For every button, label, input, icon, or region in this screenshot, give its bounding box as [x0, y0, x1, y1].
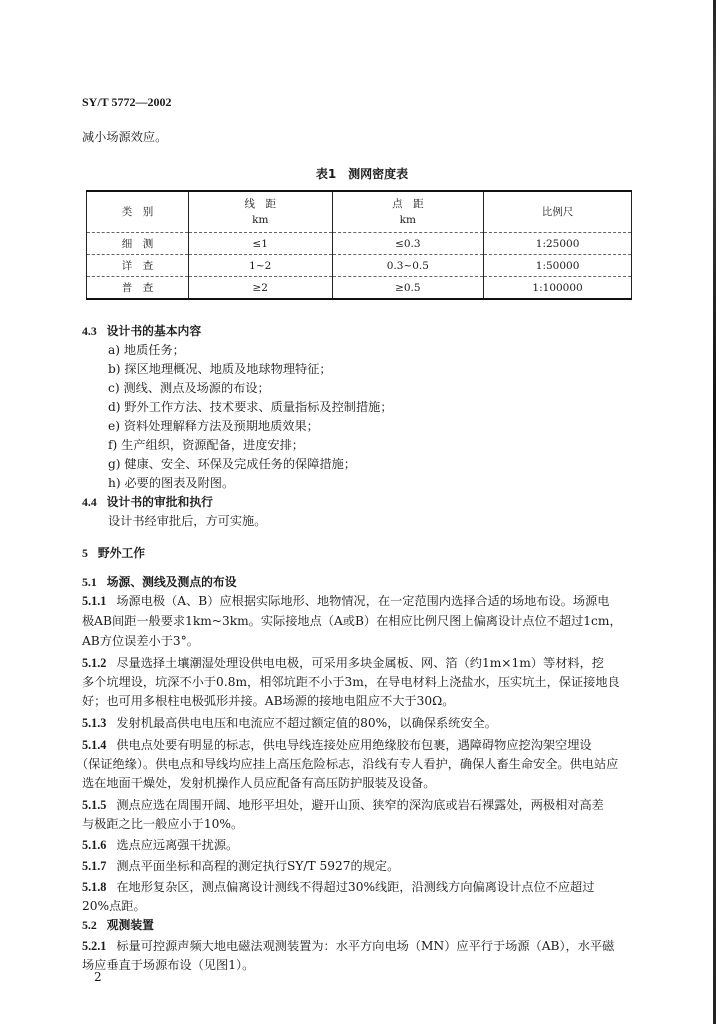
clause-line: 20%点距。	[82, 899, 146, 913]
list-item: c) 测线、测点及场源的布设；	[108, 381, 270, 395]
section-title: 野外工作	[97, 546, 146, 560]
table-cell: ≤1	[189, 233, 333, 255]
table-cell: 1:100000	[484, 277, 632, 300]
clause-text: 发射机最高供电电压和电流应不超过额定值的80%，以确保系统安全。	[116, 716, 497, 730]
section-number: 5.1	[82, 575, 97, 589]
header-category: 类 别	[87, 191, 189, 233]
clause-5-1-2	[82, 654, 604, 672]
clause-5-1-8	[82, 878, 594, 896]
clause-text: 测点应选在周围开阔、地形平坦处，避开山顶、狭窄的深沟底或岩石裸露处，两极相对高差	[116, 798, 604, 812]
clause-line: 好；也可用多根柱电极弧形并接。AB场源的接地电阻应不大于30Ω。	[82, 694, 455, 708]
list-item: g) 健康、安全、环保及完成任务的保障措施；	[108, 457, 356, 471]
page-number: 2	[94, 970, 102, 984]
clause-line: （保证绝缘）。供电点和导线均应挂上高压危险标志，沿线有专人看护，确保人畜生命安全。供电站应	[76, 757, 619, 771]
table-title: 表1 测网密度表	[315, 167, 409, 181]
clause-text: 尽量选择土壤潮湿处理设供电电极，可采用多块金属板、网、箔（约1m×1m）等材料，挖	[116, 656, 604, 670]
clause-number: 5.1.2	[82, 656, 107, 670]
clause-line: AB方位误差小于3°。	[82, 634, 199, 648]
clause-number: 5.2.1	[82, 939, 107, 953]
table-cell: 0.3~0.5	[332, 255, 484, 277]
section-title: 设计书的审批和执行	[106, 495, 213, 509]
table-cell: 1~2	[189, 255, 333, 277]
clause-5-1-1	[82, 592, 609, 610]
clause-number: 5.1.5	[82, 798, 107, 812]
clause-5-1-3	[82, 714, 497, 732]
section-5-1-heading	[82, 573, 237, 591]
clause-number: 5.1.7	[82, 859, 107, 873]
section-title: 设计书的基本内容	[106, 324, 202, 338]
clause-5-1-4	[82, 736, 592, 754]
clause-text: 标量可控源声频大地电磁法观测装置为：水平方向电场（MN）应平行于场源（AB），水平磁	[116, 939, 615, 953]
table-cell: ≥2	[189, 277, 333, 300]
clause-5-1-6	[82, 836, 238, 854]
clause-text: 场源电极（A、B）应根据实际地形、地物情况，在一定范围内选择合适的场地布设。场源电	[116, 594, 610, 608]
clause-number: 5.1.6	[82, 838, 107, 852]
section-5-heading	[82, 544, 145, 562]
table-row	[87, 255, 632, 277]
list-item: a) 地质任务；	[108, 343, 185, 357]
clause-5-1-5	[82, 796, 604, 814]
table-cell: 1:50000	[484, 255, 632, 277]
density-table	[86, 190, 632, 300]
header-line-spacing: 线 距 km	[189, 191, 333, 233]
table-cell: ≥0.5	[332, 277, 484, 300]
table-cell: 普 查	[87, 277, 189, 300]
clause-5-2-1	[82, 937, 614, 955]
scan-edge-shadow	[713, 0, 716, 1024]
clause-line: 选在地面干燥处，发射机操作人员应配备有高压防护服装及设备。	[82, 776, 436, 790]
clause-text: 测点平面坐标和高程的测定执行SY/T 5927的规定。	[116, 859, 400, 873]
table-cell: 1:25000	[484, 233, 632, 255]
table-row	[87, 277, 632, 300]
clause-5-1-7	[82, 857, 399, 875]
clause-line: 极AB间距一般要求1km~3km。实际接地点（A或B）在相应比例尺图上偏离设计点位不超过1cm，	[82, 614, 622, 628]
clause-number: 5.1.4	[82, 738, 107, 752]
standard-code-header: SY/T 5772—2002	[82, 95, 172, 109]
clause-text: 在地形复杂区，测点偏离设计测线不得超过30%线距，沿测线方向偏离设计点位不应超过	[116, 880, 595, 894]
section-4-4-heading	[82, 493, 213, 511]
section-number: 4.3	[82, 324, 97, 338]
paragraph: 设计书经审批后，方可实施。	[108, 514, 267, 528]
table-cell: 细 测	[87, 233, 189, 255]
clause-text: 供电点处要有明显的标志，供电导线连接处应用绝缘胶布包裹，遇障碍物应挖沟架空埋设	[116, 738, 592, 752]
clause-number: 5.1.3	[82, 716, 107, 730]
table-header-row	[87, 191, 632, 233]
section-number: 5.2	[82, 918, 97, 932]
section-4-3-heading	[82, 322, 201, 340]
intro-line: 减小场源效应。	[82, 130, 168, 144]
list-item: e) 资料处理解释方法及预期地质效果；	[108, 419, 319, 433]
table-cell: 详 查	[87, 255, 189, 277]
clause-number: 5.1.1	[82, 594, 107, 608]
clause-line: 与极距之比一般应小于10%。	[82, 817, 244, 831]
header-point-spacing: 点 距 km	[332, 191, 484, 233]
list-item: d) 野外工作方法、技术要求、质量指标及控制措施；	[108, 400, 393, 414]
section-5-2-heading	[82, 916, 154, 934]
table-cell: ≤0.3	[332, 233, 484, 255]
list-item: b) 探区地理概况、地质及地球物理特征；	[108, 362, 332, 376]
section-number: 4.4	[82, 495, 97, 509]
section-title: 场源、测线及测点的布设	[106, 575, 237, 589]
clause-line: 多个坑埋设，坑深不小于0.8m，相邻坑距不小于3m，在导电材料上浇盐水，压实坑土，保证接地良	[82, 675, 620, 689]
section-title: 观测装置	[106, 918, 154, 932]
header-scale: 比例尺	[484, 191, 632, 233]
section-number: 5	[82, 546, 88, 560]
table-row	[87, 233, 632, 255]
clause-text: 选点应远离强干扰源。	[116, 838, 239, 852]
list-item: f) 生产组织，资源配备，进度安排；	[108, 438, 304, 452]
list-item: h) 必要的图表及附图。	[108, 476, 235, 490]
clause-line: 场应垂直于场源布设（见图1）。	[82, 958, 255, 972]
clause-number: 5.1.8	[82, 880, 107, 894]
